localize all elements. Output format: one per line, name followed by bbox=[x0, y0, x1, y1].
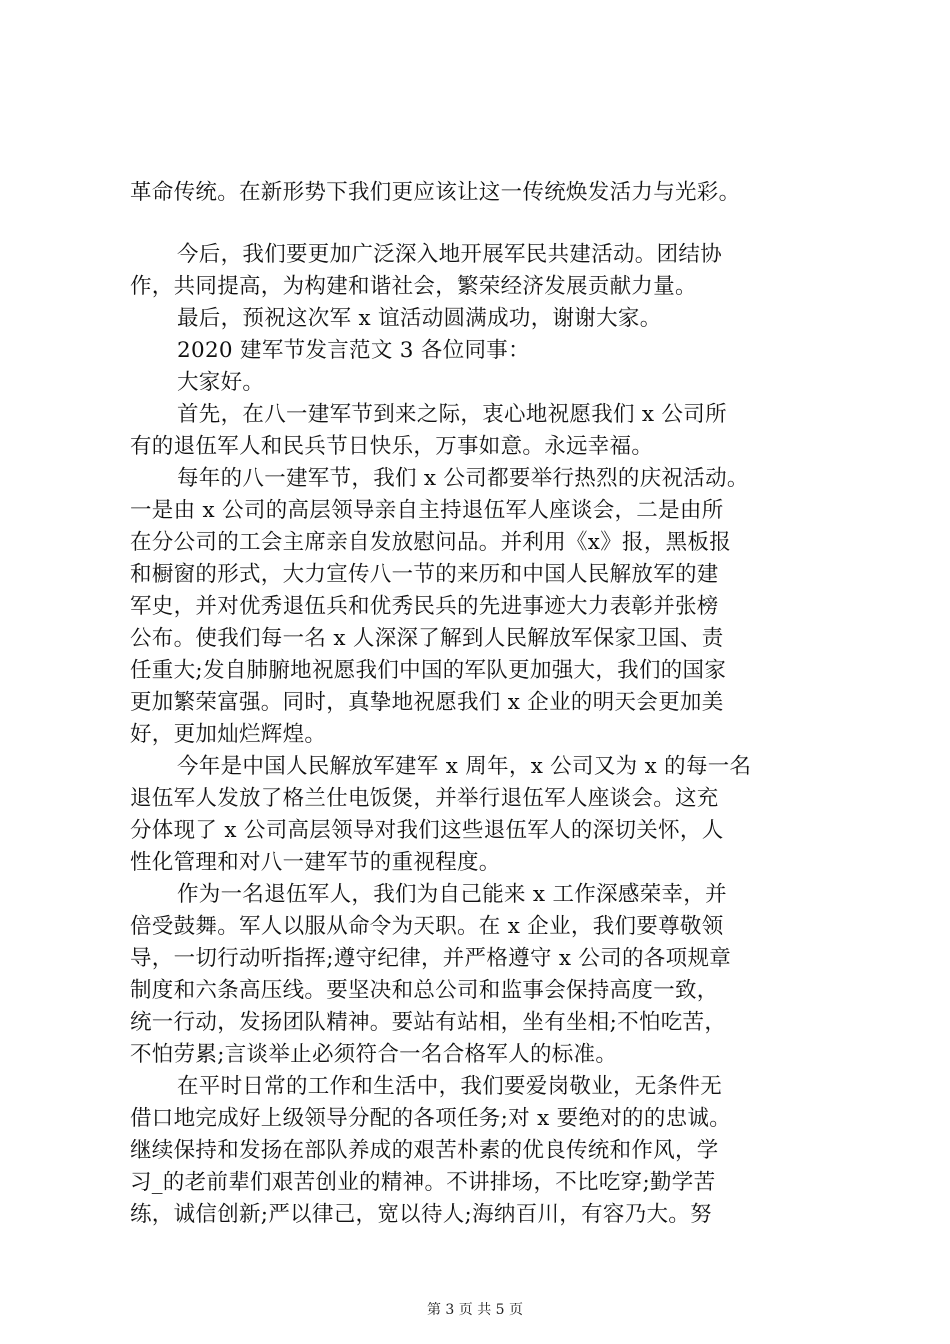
text-line: 借口地完成好上级领导分配的各项任务;对 x 要绝对的的忠诚。 bbox=[130, 1106, 732, 1131]
text-line: 在分公司的工会主席亲自发放慰问品。并利用《x》报，黑板报 bbox=[130, 530, 732, 555]
text-line: 制度和六条高压线。要坚决和总公司和监事会保持高度一致， bbox=[130, 978, 719, 1003]
text-line: 每年的八一建军节，我们 x 公司都要举行热烈的庆祝活动。 bbox=[177, 466, 749, 491]
text-line: 首先，在八一建军节到来之际，衷心地祝愿我们 x 公司所 bbox=[177, 402, 727, 427]
text-line: 最后，预祝这次军 x 谊活动圆满成功，谢谢大家。 bbox=[177, 306, 662, 331]
text-line: 统一行动，发扬团队精神。要站有站相，坐有坐相;不怕吃苦， bbox=[130, 1010, 727, 1035]
text-line: 有的退伍军人和民兵节日快乐，万事如意。永远幸福。 bbox=[130, 434, 654, 459]
text-line: 今后，我们要更加广泛深入地开展军民共建活动。团结协 bbox=[177, 242, 723, 267]
text-line: 一是由 x 公司的高层领导亲自主持退伍军人座谈会，二是由所 bbox=[130, 498, 724, 523]
text-line: 更加繁荣富强。同时，真挚地祝愿我们 x 企业的明天会更加美 bbox=[130, 690, 724, 715]
text-line: 在平时日常的工作和生活中，我们要爱岗敬业，无条件无 bbox=[177, 1074, 723, 1099]
text-line: 今年是中国人民解放军建军 x 周年，x 公司又为 x 的每一名 bbox=[177, 754, 752, 779]
text-line: 好，更加灿烂辉煌。 bbox=[130, 722, 327, 747]
text-line: 不怕劳累;言谈举止必须符合一名合格军人的标准。 bbox=[130, 1042, 618, 1067]
text-line: 2020 建军节发言范文 3 各位同事： bbox=[177, 338, 530, 363]
text-line: 分体现了 x 公司高层领导对我们这些退伍军人的深切关怀，人 bbox=[130, 818, 724, 843]
text-line: 性化管理和对八一建军节的重视程度。 bbox=[130, 850, 501, 875]
text-line: 退伍军人发放了格兰仕电饭煲，并举行退伍军人座谈会。这充 bbox=[130, 786, 719, 811]
text-line: 作为一名退伍军人，我们为自己能来 x 工作深感荣幸，并 bbox=[177, 882, 727, 907]
text-line: 倍受鼓舞。军人以服从命令为天职。在 x 企业，我们要尊敬领 bbox=[130, 914, 724, 939]
text-line: 公布。使我们每一名 x 人深深了解到人民解放军保家卫国、责 bbox=[130, 626, 724, 651]
text-line: 作，共同提高，为构建和谐社会，繁荣经济发展贡献力量。 bbox=[130, 274, 697, 299]
text-line: 革命传统。在新形势下我们更应该让这一传统焕发活力与光彩。 bbox=[130, 180, 741, 205]
text-line: 练，诚信创新;严以律己，宽以待人;海纳百川，有容乃大。努 bbox=[130, 1202, 712, 1227]
text-line: 导，一切行动听指挥;遵守纪律，并严格遵守 x 公司的各项规章 bbox=[130, 946, 732, 971]
text-line: 习_的老前辈们艰苦创业的精神。不讲排场，不比吃穿;勤学苦 bbox=[130, 1170, 716, 1195]
text-line: 任重大;发自肺腑地祝愿我们中国的军队更加强大，我们的国家 bbox=[130, 658, 727, 683]
text-line: 军史，并对优秀退伍兵和优秀民兵的先进事迹大力表彰并张榜 bbox=[130, 594, 719, 619]
text-line: 大家好。 bbox=[177, 370, 265, 395]
text-line: 继续保持和发扬在部队养成的艰苦朴素的优良传统和作风，学 bbox=[130, 1138, 719, 1163]
page-footer: 第 3 页 共 5 页 bbox=[426, 1302, 524, 1318]
text-line: 和橱窗的形式，大力宣传八一节的来历和中国人民解放军的建 bbox=[130, 562, 719, 587]
